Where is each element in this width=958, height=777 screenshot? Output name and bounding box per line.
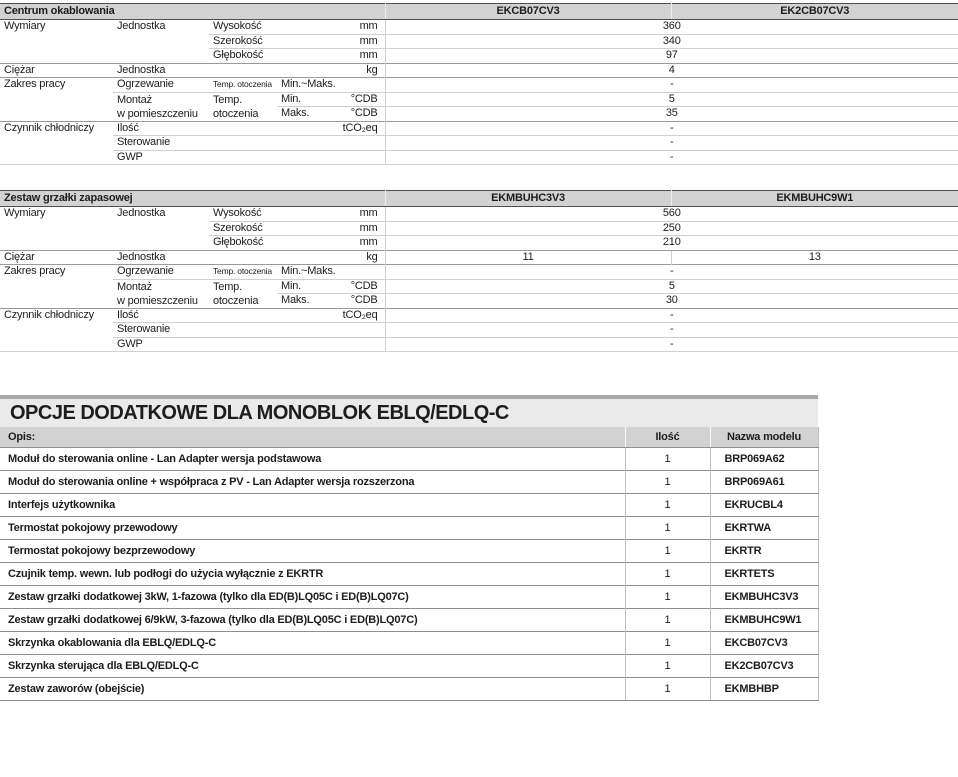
unit-label-empty	[339, 265, 385, 280]
row-label-ilosc: Ilość	[113, 308, 209, 323]
unit-label-empty	[339, 78, 385, 93]
spec-row-czynnik-ilosc	[0, 121, 958, 136]
spec-value-gwp: -	[385, 150, 958, 165]
unit-label-kg: kg	[209, 250, 385, 265]
option-model: BRP069A62	[710, 448, 818, 471]
row-label-ciezar: Ciężar	[0, 250, 113, 265]
row-label-zakres-pracy: Zakres pracy	[0, 265, 113, 309]
unit-label-mm: mm	[277, 236, 385, 251]
row-label-gwp: GWP	[113, 150, 209, 165]
spec-row-wysokosc	[0, 20, 958, 35]
spec-value-czynnik-ilosc: -	[385, 121, 958, 136]
row-label-czynnik-chlodniczy: Czynnik chłodniczy	[0, 121, 113, 165]
option-model: EKRTETS	[710, 563, 818, 586]
option-desc: Moduł do sterowania online + współpraca z PV - Lan Adapter wersja rozszerzona	[0, 471, 625, 494]
option-qty: 1	[625, 563, 710, 586]
row-label-gwp: GWP	[113, 337, 209, 352]
option-desc: Skrzynka sterująca dla EBLQ/EDLQ-C	[0, 655, 625, 678]
options-header-ilosc: Ilość	[625, 427, 710, 448]
spec-value-szerokosc: 340	[385, 34, 958, 49]
model-column-header-b: EKMBUHC9W1	[671, 191, 958, 207]
row-label-maks: Maks.	[277, 107, 339, 122]
row-label-wymiary: Wymiary	[4, 20, 46, 32]
option-desc: Termostat pokojowy bezprzewodowy	[0, 540, 625, 563]
row-label-ogrzewanie: Ogrzewanie	[113, 78, 209, 93]
row-label-temp-line1: Temp.	[213, 93, 242, 106]
unit-label-empty	[209, 150, 385, 165]
model-column-header-b: EK2CB07CV3	[671, 4, 958, 20]
option-row	[0, 494, 818, 517]
row-label-temp-line1: Temp.	[213, 280, 242, 293]
option-qty: 1	[625, 517, 710, 540]
spec-value-gwp: -	[385, 337, 958, 352]
spec-row-montaz-min	[0, 279, 958, 294]
unit-label-cdb: °CDB	[339, 279, 385, 294]
spec-value-ogrzewanie: -	[385, 265, 958, 280]
option-model: EKRTWA	[710, 517, 818, 540]
row-label-glebokosc: Głębokość	[209, 236, 277, 251]
row-label-jednostka: Jednostka	[117, 207, 166, 219]
spec-value-montaz-min: 5	[385, 279, 958, 294]
unit-label-mm: mm	[359, 20, 378, 32]
row-label-maks: Maks.	[277, 294, 339, 309]
options-section	[0, 395, 818, 701]
option-row	[0, 609, 818, 632]
option-row	[0, 678, 818, 701]
option-qty: 1	[625, 471, 710, 494]
spec-value-ciezar-a: 11	[385, 250, 671, 265]
spec-row-sterowanie	[0, 323, 958, 338]
option-qty: 1	[625, 586, 710, 609]
row-label-wysokosc: Wysokość	[213, 207, 262, 219]
unit-label-mm: mm	[277, 34, 385, 49]
spec-row-ciezar	[0, 250, 958, 265]
model-column-header-a: EKCB07CV3	[385, 4, 671, 20]
option-row	[0, 448, 818, 471]
row-label-temp-otoczenia: Temp. otoczenia	[209, 78, 277, 93]
spec-row-ciezar	[0, 63, 958, 78]
option-qty: 1	[625, 448, 710, 471]
spec-value-sterowanie: -	[385, 136, 958, 151]
unit-label-mm: mm	[277, 221, 385, 236]
option-model: EK2CB07CV3	[710, 655, 818, 678]
spec-value-glebokosc: 97	[385, 49, 958, 64]
option-row	[0, 655, 818, 678]
option-desc: Moduł do sterowania online - Lan Adapter wersja podstawowa	[8, 453, 322, 465]
option-qty: 1	[625, 609, 710, 632]
options-title: OPCJE DODATKOWE DLA MONOBLOK EBLQ/EDLQ-C	[0, 399, 818, 427]
unit-label-cdb: °CDB	[339, 294, 385, 309]
row-label-sterowanie: Sterowanie	[113, 323, 209, 338]
option-qty: 1	[625, 540, 710, 563]
option-row	[0, 471, 818, 494]
spec-value-wysokosc: 360	[385, 20, 958, 35]
row-label-jednostka: Jednostka	[113, 250, 209, 265]
spec-value-ogrzewanie: -	[385, 78, 958, 93]
spec-value-czynnik-ilosc: -	[385, 308, 958, 323]
option-model: EKCB07CV3	[710, 632, 818, 655]
unit-label-mm: mm	[277, 49, 385, 64]
option-qty: 1	[625, 632, 710, 655]
spec-row-wysokosc	[0, 207, 958, 222]
option-row	[0, 563, 818, 586]
row-label-min: Min.	[277, 92, 339, 107]
option-desc: Interfejs użytkownika	[0, 494, 625, 517]
row-label-ciezar: Ciężar	[0, 63, 113, 78]
row-label-ogrzewanie: Ogrzewanie	[113, 265, 209, 280]
spec-row-czynnik-ilosc	[0, 308, 958, 323]
row-label-temp	[209, 92, 277, 121]
option-desc: Termostat pokojowy przewodowy	[0, 517, 625, 540]
option-row	[0, 540, 818, 563]
option-desc: Zestaw grzałki dodatkowej 3kW, 1-fazowa (tylko dla ED(B)LQ05C i ED(B)LQ07C)	[0, 586, 625, 609]
row-label-wymiary: Wymiary	[4, 207, 46, 219]
spec-value-ciezar: 4	[385, 63, 958, 78]
spec-table-title: Zestaw grzałki zapasowej	[0, 191, 385, 207]
options-table	[0, 427, 819, 701]
row-label-ilosc: Ilość	[113, 121, 209, 136]
unit-label-cdb: °CDB	[339, 92, 385, 107]
spec-value-wysokosc: 560	[385, 207, 958, 222]
row-label-szerokosc: Szerokość	[209, 221, 277, 236]
option-row	[0, 517, 818, 540]
spec-row-montaz-min	[0, 92, 958, 107]
row-label-zakres-pracy: Zakres pracy	[0, 78, 113, 122]
option-desc: Czujnik temp. wewn. lub podłogi do użycia wyłącznie z EKRTR	[0, 563, 625, 586]
spec-row-gwp	[0, 337, 958, 352]
option-desc: Skrzynka okablowania dla EBLQ/EDLQ-C	[0, 632, 625, 655]
spec-row-sterowanie	[0, 136, 958, 151]
row-label-temp	[209, 279, 277, 308]
options-header-row	[0, 427, 818, 448]
row-label-montaz	[113, 279, 209, 308]
option-model: EKRUCBL4	[710, 494, 818, 517]
spec-table-title: Centrum okablowania	[0, 4, 385, 20]
row-label-min: Min.	[277, 279, 339, 294]
row-label-min-maks: Min.~Maks.	[277, 265, 339, 280]
option-qty: 1	[625, 494, 710, 517]
option-qty: 1	[625, 655, 710, 678]
model-column-header-a: EKMBUHC3V3	[385, 191, 671, 207]
unit-label-tco2eq: tCO₂eq	[209, 308, 385, 323]
unit-label-tco2eq: tCO₂eq	[209, 121, 385, 136]
row-label-montaz	[113, 92, 209, 121]
unit-label-empty	[209, 136, 385, 151]
spec-table-zestaw-grzalki	[0, 190, 958, 352]
spec-value-ciezar-b: 13	[671, 250, 958, 265]
option-model: EKMBUHC9W1	[710, 609, 818, 632]
spec-value-montaz-maks: 30	[385, 294, 958, 309]
spec-row-ogrzewanie	[0, 265, 958, 280]
option-desc: Zestaw grzałki dodatkowej 6/9kW, 3-fazowa (tylko dla ED(B)LQ05C i ED(B)LQ07C)	[0, 609, 625, 632]
row-label-temp-line2: otoczenia	[213, 107, 259, 120]
unit-label-cdb: °CDB	[339, 107, 385, 122]
row-label-temp-otoczenia: Temp. otoczenia	[209, 265, 277, 280]
option-row	[0, 632, 818, 655]
row-label-wysokosc: Wysokość	[213, 20, 262, 32]
spec-value-sterowanie: -	[385, 323, 958, 338]
row-label-sterowanie: Sterowanie	[113, 136, 209, 151]
row-label-min-maks: Min.~Maks.	[277, 78, 339, 93]
option-model: BRP069A61	[710, 471, 818, 494]
spec-value-montaz-min: 5	[385, 92, 958, 107]
options-header-opis: Opis:	[0, 427, 625, 448]
spec-header-row	[0, 4, 958, 20]
row-label-szerokosc: Szerokość	[209, 34, 277, 49]
spec-header-row	[0, 191, 958, 207]
row-label-montaz-line2: w pomieszczeniu	[117, 107, 198, 120]
option-model: EKMBUHC3V3	[710, 586, 818, 609]
spec-value-montaz-maks: 35	[385, 107, 958, 122]
row-label-glebokosc: Głębokość	[209, 49, 277, 64]
unit-label-empty	[209, 323, 385, 338]
row-label-czynnik-chlodniczy: Czynnik chłodniczy	[0, 308, 113, 352]
spec-row-ogrzewanie	[0, 78, 958, 93]
row-label-montaz-line1: Montaż	[117, 280, 152, 293]
row-label-jednostka: Jednostka	[117, 20, 166, 32]
spec-value-szerokosc: 250	[385, 221, 958, 236]
option-model: EKMBHBP	[710, 678, 818, 701]
option-desc: Zestaw zaworów (obejście)	[0, 678, 625, 701]
option-model: EKRTR	[710, 540, 818, 563]
row-label-temp-line2: otoczenia	[213, 294, 259, 307]
row-label-montaz-line2: w pomieszczeniu	[117, 294, 198, 307]
spec-value-glebokosc: 210	[385, 236, 958, 251]
unit-label-mm: mm	[359, 207, 378, 219]
options-header-nazwa: Nazwa modelu	[710, 427, 818, 448]
unit-label-empty	[209, 337, 385, 352]
spec-row-gwp	[0, 150, 958, 165]
option-qty: 1	[625, 678, 710, 701]
unit-label-kg: kg	[209, 63, 385, 78]
row-label-jednostka: Jednostka	[113, 63, 209, 78]
spec-table-centrum-okablowania	[0, 3, 958, 165]
option-row	[0, 586, 818, 609]
row-label-montaz-line1: Montaż	[117, 93, 152, 106]
